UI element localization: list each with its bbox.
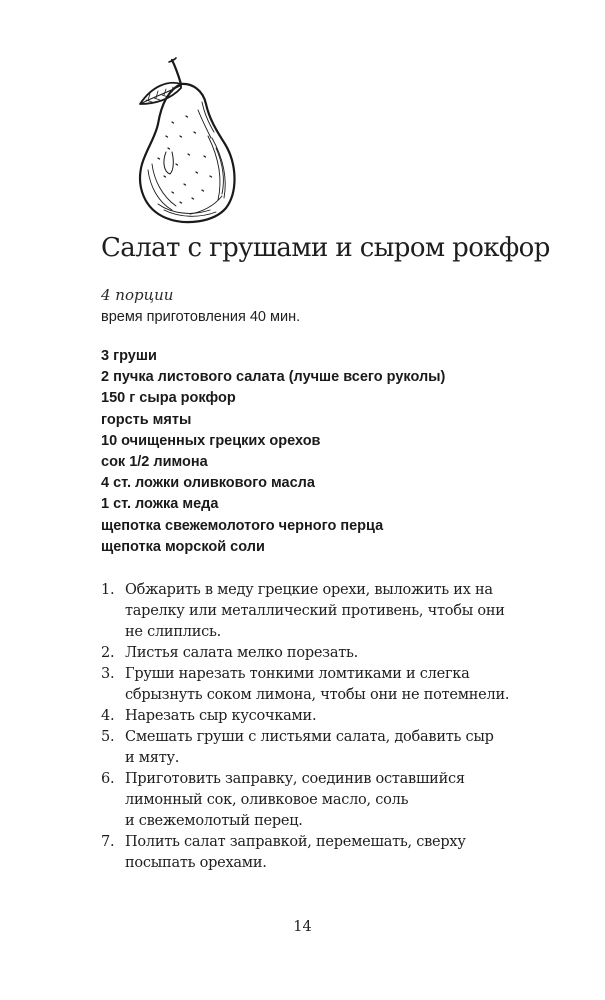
step-number: 6.	[101, 771, 115, 787]
servings: 4 порции	[101, 286, 174, 304]
step-item	[101, 580, 541, 643]
ingredient-item: сок 1/2 лимона	[101, 454, 208, 471]
ingredient-item: щепотка свежемолотого черного перца	[101, 517, 384, 534]
ingredient-item: 10 очищенных грецких орехов	[101, 432, 321, 449]
step-text: Обжарить в меду грецкие орехи, выложить их на тарелку или металлический противень, чтобы они не слиплись.	[125, 582, 505, 640]
step-number: 7.	[101, 834, 115, 850]
ingredient-item: 2 пучка листового салата (лучше всего руколы)	[101, 369, 446, 386]
pear-illustration	[128, 52, 250, 224]
step-number: 5.	[101, 729, 115, 745]
step-number: 1.	[101, 582, 115, 598]
step-number: 2.	[101, 645, 115, 661]
steps-list	[101, 580, 541, 874]
pear-sketch-icon	[128, 52, 250, 224]
ingredient-item: 4 ст. ложки оливкового масла	[101, 475, 315, 492]
ingredients-list	[101, 346, 445, 558]
step-item	[101, 769, 541, 832]
ingredient-item: 1 ст. ложка меда	[101, 496, 219, 513]
step-text: Нарезать сыр кусочками.	[125, 708, 317, 724]
step-item	[101, 706, 541, 727]
step-item	[101, 643, 541, 664]
recipe-title: Салат с грушами и сыром рокфор	[101, 233, 550, 263]
ingredient-item: щепотка морской соли	[101, 538, 265, 555]
step-text: Листья салата мелко порезать.	[125, 645, 359, 661]
ingredient-item: горсть мяты	[101, 411, 192, 428]
step-text: Смешать груши с листьями салата, добавить сыр и мяту.	[125, 729, 494, 766]
step-item	[101, 664, 541, 706]
ingredient-item: 150 г сыра рокфор	[101, 390, 236, 407]
step-item	[101, 727, 541, 769]
step-item	[101, 832, 541, 874]
step-number: 4.	[101, 708, 115, 724]
step-text: Груши нарезать тонкими ломтиками и слегка сбрызнуть соком лимона, чтобы они не потемнели.	[125, 666, 510, 703]
step-text: Приготовить заправку, соединив оставшийся лимонный сок, оливковое масло, соль и свежемолотый перец.	[125, 771, 465, 829]
page-number: 14	[293, 919, 312, 935]
prep-time: время приготовления 40 мин.	[101, 309, 301, 325]
step-text: Полить салат заправкой, перемешать, сверху посыпать орехами.	[125, 834, 466, 871]
step-number: 3.	[101, 666, 115, 682]
ingredient-item: 3 груши	[101, 348, 157, 364]
